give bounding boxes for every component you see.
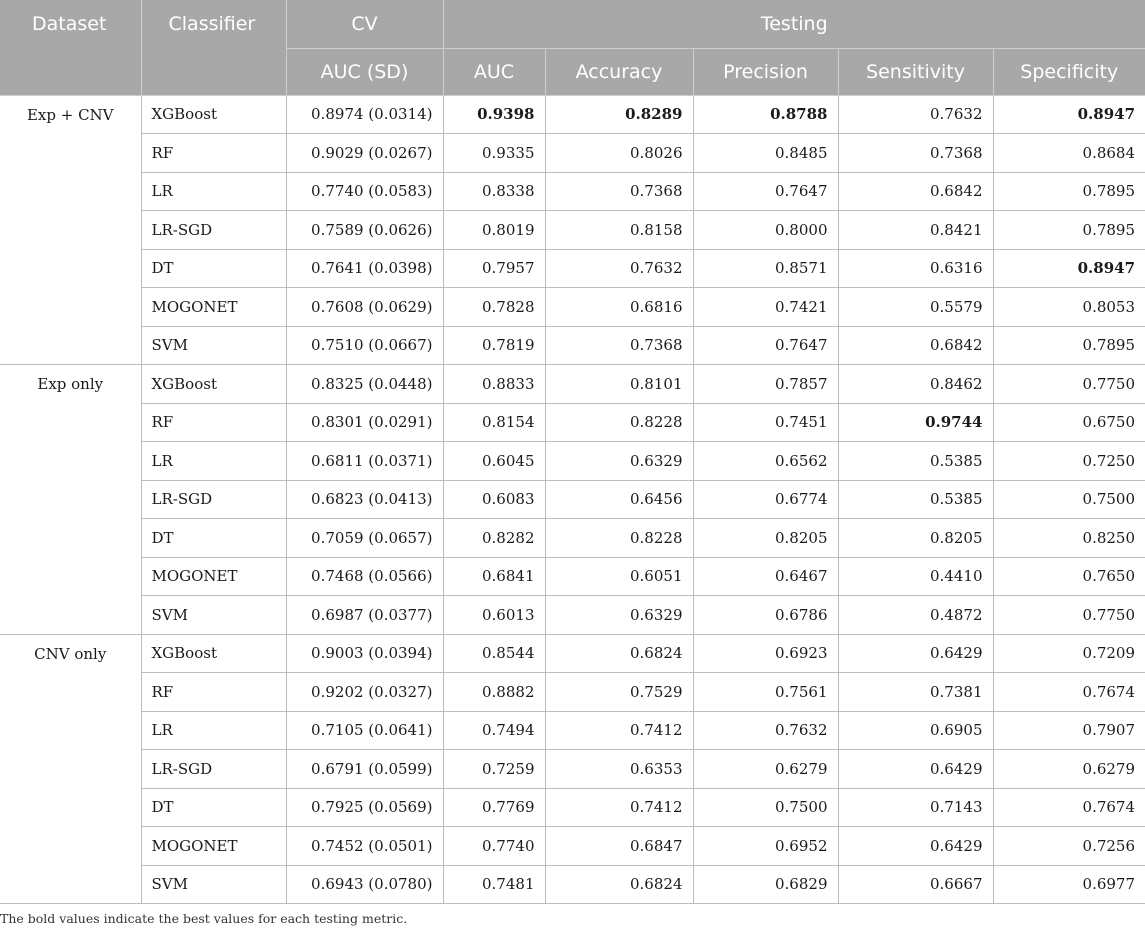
auc-cell: 0.7494	[443, 711, 545, 750]
specificity-cell: 0.7674	[993, 673, 1145, 712]
sensitivity-cell: 0.5385	[838, 442, 993, 481]
table-row	[0, 403, 1145, 442]
specificity-cell: 0.7209	[993, 634, 1145, 673]
table-row	[0, 480, 1145, 519]
auc-cell: 0.8882	[443, 673, 545, 712]
accuracy-cell: 0.6824	[545, 634, 693, 673]
cv-auc-cell: 0.9029 (0.0267)	[286, 134, 443, 173]
specificity-cell: 0.6750	[993, 403, 1145, 442]
header-sensitivity: Sensitivity	[838, 48, 993, 95]
specificity-cell: 0.7750	[993, 596, 1145, 635]
precision-cell: 0.6467	[693, 557, 838, 596]
specificity-cell: 0.7895	[993, 211, 1145, 250]
table-row	[0, 326, 1145, 365]
auc-cell: 0.6841	[443, 557, 545, 596]
table-row	[0, 750, 1145, 789]
cv-auc-cell: 0.7589 (0.0626)	[286, 211, 443, 250]
sensitivity-cell: 0.6429	[838, 750, 993, 789]
specificity-cell: 0.8250	[993, 519, 1145, 558]
precision-cell: 0.7647	[693, 172, 838, 211]
auc-cell: 0.8833	[443, 365, 545, 404]
sensitivity-cell: 0.7632	[838, 95, 993, 134]
sensitivity-cell: 0.6842	[838, 172, 993, 211]
precision-cell: 0.7647	[693, 326, 838, 365]
auc-cell: 0.8019	[443, 211, 545, 250]
classifier-cell: DT	[141, 249, 286, 288]
sensitivity-cell: 0.4872	[838, 596, 993, 635]
precision-cell: 0.8485	[693, 134, 838, 173]
cv-auc-cell: 0.9202 (0.0327)	[286, 673, 443, 712]
classifier-cell: MOGONET	[141, 288, 286, 327]
precision-cell: 0.6562	[693, 442, 838, 481]
cv-auc-cell: 0.8301 (0.0291)	[286, 403, 443, 442]
accuracy-cell: 0.6456	[545, 480, 693, 519]
auc-cell: 0.7819	[443, 326, 545, 365]
cv-auc-cell: 0.7468 (0.0566)	[286, 557, 443, 596]
classifier-cell: RF	[141, 673, 286, 712]
classifier-cell: LR	[141, 711, 286, 750]
accuracy-cell: 0.8228	[545, 403, 693, 442]
specificity-cell: 0.6977	[993, 865, 1145, 904]
sensitivity-cell: 0.6429	[838, 634, 993, 673]
sensitivity-cell: 0.8205	[838, 519, 993, 558]
auc-cell: 0.8282	[443, 519, 545, 558]
accuracy-cell: 0.7412	[545, 711, 693, 750]
precision-cell: 0.6923	[693, 634, 838, 673]
specificity-cell: 0.7256	[993, 827, 1145, 866]
table-row	[0, 442, 1145, 481]
specificity-cell: 0.7750	[993, 365, 1145, 404]
accuracy-cell: 0.6051	[545, 557, 693, 596]
table-row	[0, 557, 1145, 596]
sensitivity-cell: 0.6429	[838, 827, 993, 866]
table-row	[0, 365, 1145, 404]
classifier-cell: LR-SGD	[141, 211, 286, 250]
cv-auc-cell: 0.6823 (0.0413)	[286, 480, 443, 519]
sensitivity-cell: 0.9744	[838, 403, 993, 442]
classifier-cell: MOGONET	[141, 827, 286, 866]
auc-cell: 0.7740	[443, 827, 545, 866]
header-specificity: Specificity	[993, 48, 1145, 95]
dataset-cell: Exp only	[0, 365, 141, 635]
precision-cell: 0.7632	[693, 711, 838, 750]
accuracy-cell: 0.7368	[545, 326, 693, 365]
sensitivity-cell: 0.7143	[838, 788, 993, 827]
accuracy-cell: 0.6816	[545, 288, 693, 327]
auc-cell: 0.7828	[443, 288, 545, 327]
cv-auc-cell: 0.7925 (0.0569)	[286, 788, 443, 827]
table-row	[0, 172, 1145, 211]
classifier-cell: SVM	[141, 326, 286, 365]
table-body	[0, 95, 1145, 904]
accuracy-cell: 0.6824	[545, 865, 693, 904]
accuracy-cell: 0.7368	[545, 172, 693, 211]
table-row	[0, 134, 1145, 173]
accuracy-cell: 0.8228	[545, 519, 693, 558]
specificity-cell: 0.7895	[993, 326, 1145, 365]
precision-cell: 0.6774	[693, 480, 838, 519]
accuracy-cell: 0.6329	[545, 442, 693, 481]
specificity-cell: 0.6279	[993, 750, 1145, 789]
cv-auc-cell: 0.6987 (0.0377)	[286, 596, 443, 635]
specificity-cell: 0.7674	[993, 788, 1145, 827]
precision-cell: 0.7421	[693, 288, 838, 327]
table-row	[0, 211, 1145, 250]
specificity-cell: 0.8684	[993, 134, 1145, 173]
auc-cell: 0.8154	[443, 403, 545, 442]
auc-cell: 0.7769	[443, 788, 545, 827]
sensitivity-cell: 0.6667	[838, 865, 993, 904]
accuracy-cell: 0.6329	[545, 596, 693, 635]
classifier-cell: LR	[141, 172, 286, 211]
precision-cell: 0.8205	[693, 519, 838, 558]
specificity-cell: 0.7907	[993, 711, 1145, 750]
auc-cell: 0.6013	[443, 596, 545, 635]
sensitivity-cell: 0.6842	[838, 326, 993, 365]
sensitivity-cell: 0.4410	[838, 557, 993, 596]
sensitivity-cell: 0.7381	[838, 673, 993, 712]
precision-cell: 0.8571	[693, 249, 838, 288]
sensitivity-cell: 0.8421	[838, 211, 993, 250]
sensitivity-cell: 0.7368	[838, 134, 993, 173]
auc-cell: 0.7259	[443, 750, 545, 789]
table-row	[0, 788, 1145, 827]
specificity-cell: 0.8053	[993, 288, 1145, 327]
header-precision: Precision	[693, 48, 838, 95]
accuracy-cell: 0.8289	[545, 95, 693, 134]
specificity-cell: 0.7500	[993, 480, 1145, 519]
table-row	[0, 865, 1145, 904]
cv-auc-cell: 0.7105 (0.0641)	[286, 711, 443, 750]
table-row	[0, 673, 1145, 712]
header-dataset: Dataset	[0, 0, 141, 95]
table-row	[0, 827, 1145, 866]
specificity-cell: 0.8947	[993, 95, 1145, 134]
sensitivity-cell: 0.6316	[838, 249, 993, 288]
auc-cell: 0.8338	[443, 172, 545, 211]
header-classifier: Classifier	[141, 0, 286, 95]
classifier-cell: RF	[141, 134, 286, 173]
classifier-cell: LR	[141, 442, 286, 481]
header-cv-auc: AUC (SD)	[286, 48, 443, 95]
header-accuracy: Accuracy	[545, 48, 693, 95]
table-header	[0, 0, 1145, 95]
table-row	[0, 519, 1145, 558]
cv-auc-cell: 0.7641 (0.0398)	[286, 249, 443, 288]
accuracy-cell: 0.6353	[545, 750, 693, 789]
specificity-cell: 0.7250	[993, 442, 1145, 481]
accuracy-cell: 0.7529	[545, 673, 693, 712]
precision-cell: 0.8000	[693, 211, 838, 250]
cv-auc-cell: 0.6943 (0.0780)	[286, 865, 443, 904]
sensitivity-cell: 0.6905	[838, 711, 993, 750]
cv-auc-cell: 0.7452 (0.0501)	[286, 827, 443, 866]
precision-cell: 0.8788	[693, 95, 838, 134]
cv-auc-cell: 0.6791 (0.0599)	[286, 750, 443, 789]
classifier-cell: SVM	[141, 596, 286, 635]
sensitivity-cell: 0.5579	[838, 288, 993, 327]
table-row	[0, 249, 1145, 288]
classifier-cell: LR-SGD	[141, 750, 286, 789]
precision-cell: 0.7500	[693, 788, 838, 827]
precision-cell: 0.7561	[693, 673, 838, 712]
auc-cell: 0.7957	[443, 249, 545, 288]
footnote: The bold values indicate the best values for each testing metric.	[0, 911, 408, 926]
classifier-cell: MOGONET	[141, 557, 286, 596]
precision-cell: 0.7857	[693, 365, 838, 404]
auc-cell: 0.6045	[443, 442, 545, 481]
accuracy-cell: 0.8158	[545, 211, 693, 250]
sensitivity-cell: 0.8462	[838, 365, 993, 404]
dataset-cell: CNV only	[0, 634, 141, 904]
sensitivity-cell: 0.5385	[838, 480, 993, 519]
precision-cell: 0.6952	[693, 827, 838, 866]
classifier-cell: DT	[141, 519, 286, 558]
classifier-cell: DT	[141, 788, 286, 827]
classifier-cell: LR-SGD	[141, 480, 286, 519]
classifier-cell: SVM	[141, 865, 286, 904]
auc-cell: 0.6083	[443, 480, 545, 519]
auc-cell: 0.9335	[443, 134, 545, 173]
cv-auc-cell: 0.6811 (0.0371)	[286, 442, 443, 481]
specificity-cell: 0.7650	[993, 557, 1145, 596]
header-auc: AUC	[443, 48, 545, 95]
precision-cell: 0.7451	[693, 403, 838, 442]
auc-cell: 0.9398	[443, 95, 545, 134]
classifier-cell: XGBoost	[141, 634, 286, 673]
accuracy-cell: 0.7632	[545, 249, 693, 288]
specificity-cell: 0.8947	[993, 249, 1145, 288]
cv-auc-cell: 0.7740 (0.0583)	[286, 172, 443, 211]
header-cv: CV	[286, 0, 443, 48]
cv-auc-cell: 0.7059 (0.0657)	[286, 519, 443, 558]
table-row	[0, 711, 1145, 750]
precision-cell: 0.6279	[693, 750, 838, 789]
classifier-cell: RF	[141, 403, 286, 442]
dataset-cell: Exp + CNV	[0, 95, 141, 365]
accuracy-cell: 0.8026	[545, 134, 693, 173]
cv-auc-cell: 0.9003 (0.0394)	[286, 634, 443, 673]
cv-auc-cell: 0.8974 (0.0314)	[286, 95, 443, 134]
accuracy-cell: 0.8101	[545, 365, 693, 404]
precision-cell: 0.6786	[693, 596, 838, 635]
table-row	[0, 596, 1145, 635]
auc-cell: 0.7481	[443, 865, 545, 904]
classifier-cell: XGBoost	[141, 365, 286, 404]
table-row	[0, 95, 1145, 134]
accuracy-cell: 0.6847	[545, 827, 693, 866]
specificity-cell: 0.7895	[993, 172, 1145, 211]
accuracy-cell: 0.7412	[545, 788, 693, 827]
classifier-cell: XGBoost	[141, 95, 286, 134]
precision-cell: 0.6829	[693, 865, 838, 904]
table-row	[0, 288, 1145, 327]
cv-auc-cell: 0.7510 (0.0667)	[286, 326, 443, 365]
cv-auc-cell: 0.8325 (0.0448)	[286, 365, 443, 404]
header-testing: Testing	[443, 0, 1145, 48]
cv-auc-cell: 0.7608 (0.0629)	[286, 288, 443, 327]
auc-cell: 0.8544	[443, 634, 545, 673]
table-row	[0, 634, 1145, 673]
